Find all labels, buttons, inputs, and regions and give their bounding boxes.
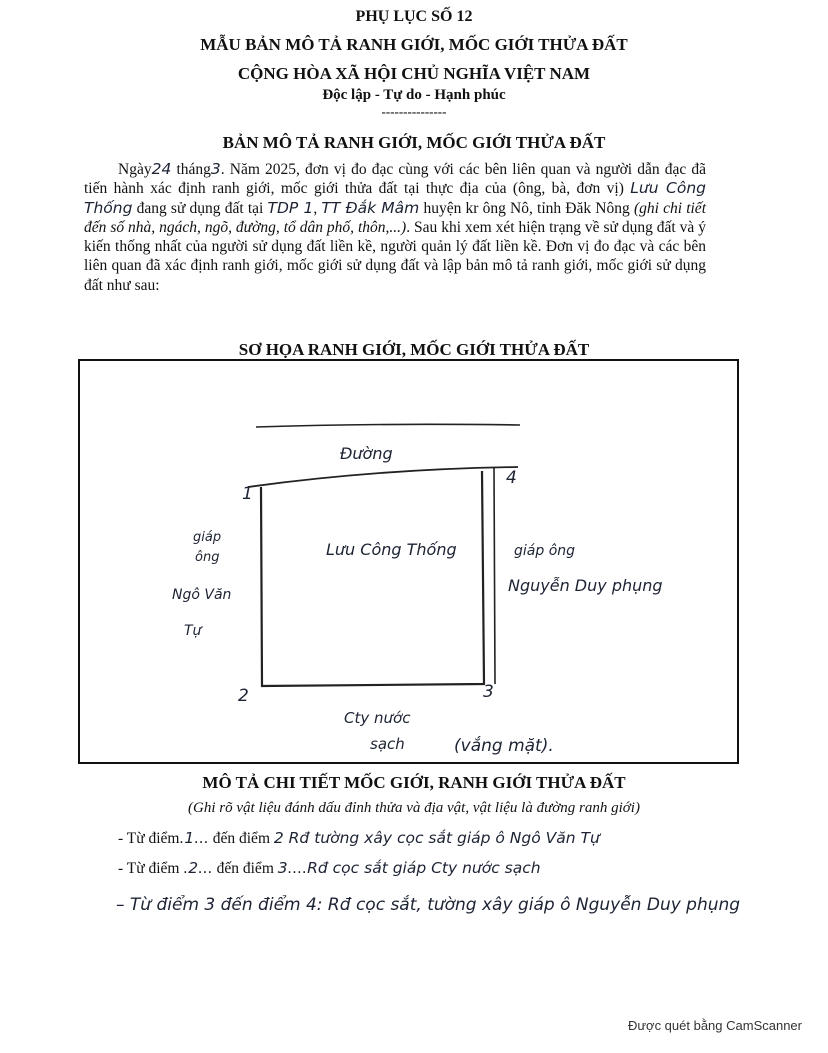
appendix-number: PHỤ LỤC SỐ 12 xyxy=(355,8,473,25)
boundary-row-3: – Từ điểm 3 đến điểm 4: Rđ cọc sắt, tường xây giáp ô Nguyễn Duy phụng xyxy=(116,895,741,915)
intro-paragraph xyxy=(84,160,706,295)
parcel-owner-label: Lưu Công Thống xyxy=(326,540,457,559)
place-separator: , xyxy=(313,199,322,217)
national-motto: Độc lập - Tự do - Hạnh phúc xyxy=(322,87,506,103)
point-4-label: 4 xyxy=(506,468,517,488)
date-prefix: Ngày xyxy=(118,161,152,178)
row1-from-point: 1 xyxy=(184,829,195,847)
address-hint: (ghi chi tiết đến số nhà, ngách, ngõ, đường, tổ dân phố, thôn,...) xyxy=(84,199,706,236)
right-neighbor-line-1: giáp ông xyxy=(514,543,576,559)
left-neighbor-line-3: Ngô Văn xyxy=(172,587,232,603)
boundary-row-2: - Từ điểm .2... đến điểm 3....Rđ cọc sắt giáp Cty nước sạch xyxy=(118,859,541,877)
row2-mid: đến điểm xyxy=(212,860,278,877)
right-neighbor-line-2: Nguyễn Duy phụng xyxy=(508,576,663,595)
boundary-row-1: - Từ điểm.1... đến điểm 2 Rđ tường xây cọc sắt giáp ô Ngô Văn Tự xyxy=(118,829,600,847)
bottom-neighbor-line-3: (vắng mặt). xyxy=(454,736,554,756)
row1-prefix: - Từ điểm xyxy=(118,830,180,847)
land-parcel-sketch xyxy=(78,359,739,764)
row1-description: 2 Rđ tường xây cọc sắt giáp ô Ngô Văn Tự xyxy=(273,829,600,847)
road-line-boundary xyxy=(248,467,518,487)
motto-rule: --------------- xyxy=(381,104,447,119)
row2-from-point: 2 xyxy=(188,859,199,877)
handwritten-day: 24 xyxy=(151,160,172,178)
left-neighbor-line-4: Tự xyxy=(184,623,202,639)
detail-title: MÔ TẢ CHI TIẾT MỐC GIỚI, RANH GIỚI THỬA ĐẤT xyxy=(202,773,626,792)
point-3-label: 3 xyxy=(483,682,494,702)
handwritten-place-2: TT Đắk Mâm xyxy=(321,198,420,217)
road-line-top xyxy=(256,424,520,427)
row2-to-point: 3 xyxy=(277,859,288,877)
scanner-watermark: Được quét bằng CamScanner xyxy=(627,1018,802,1033)
road-label: Đường xyxy=(340,444,393,463)
row2-description: Rđ cọc sắt giáp Cty nước sạch xyxy=(307,859,541,877)
left-neighbor-line-2: ông xyxy=(195,550,220,565)
month-label: tháng xyxy=(171,161,211,178)
point-1-label: 1 xyxy=(242,484,253,504)
intro-text: . Năm 2025, đơn vị đo đạc cùng với các bên liên quan và người dẫn đạc đã tiến hành xác định ranh giới, mốc giới thửa đất tại thực địa của (ông, bà, đơn vị) xyxy=(84,161,707,198)
form-title: MẪU BẢN MÔ TẢ RANH GIỚI, MỐC GIỚI THỬA ĐẤT xyxy=(200,35,628,54)
left-neighbor-line-1: giáp xyxy=(193,530,222,545)
bottom-neighbor-line-1: Cty nước xyxy=(344,709,411,727)
using-text: đang sử dụng đất tại xyxy=(132,199,268,217)
point-2-label: 2 xyxy=(238,686,249,706)
handwritten-place-1: TDP 1 xyxy=(267,198,314,217)
parcel-east-line xyxy=(494,467,495,684)
document-title: BẢN MÔ TẢ RANH GIỚI, MỐC GIỚI THỬA ĐẤT xyxy=(222,133,606,152)
parcel-boundary xyxy=(261,471,484,686)
row1-mid: đến điểm xyxy=(208,830,270,847)
bottom-neighbor-line-2: sạch xyxy=(370,735,405,753)
intro-tail: . Sau khi xem xét hiện trạng về sử dụng đất và ý kiến thống nhất của người sử dụng đất liền kề, người quản lý đất liền kề. Đơn vị đo đạc và các bên liên quan đã xác định ranh giới, mốc giới sử dụng đất và lập bản mô tả ranh giới, mốc giới sử dụng đất như sau: xyxy=(84,218,707,294)
detail-subtitle: (Ghi rõ vật liệu đánh dấu đỉnh thửa và địa vật, vật liệu là đường ranh giới) xyxy=(188,800,640,816)
row2-prefix: - Từ điểm xyxy=(118,860,184,877)
handwritten-owner: Lưu Công Thống xyxy=(84,179,706,217)
sketch-title: SƠ HỌA RANH GIỚI, MỐC GIỚI THỬA ĐẤT xyxy=(238,340,590,359)
district-text: huyện kr ông Nô, tỉnh Đăk Nông xyxy=(419,199,634,217)
country-name: CỘNG HÒA XÃ HỘI CHỦ NGHĨA VIỆT NAM xyxy=(237,64,591,83)
handwritten-month: 3 xyxy=(210,160,221,178)
